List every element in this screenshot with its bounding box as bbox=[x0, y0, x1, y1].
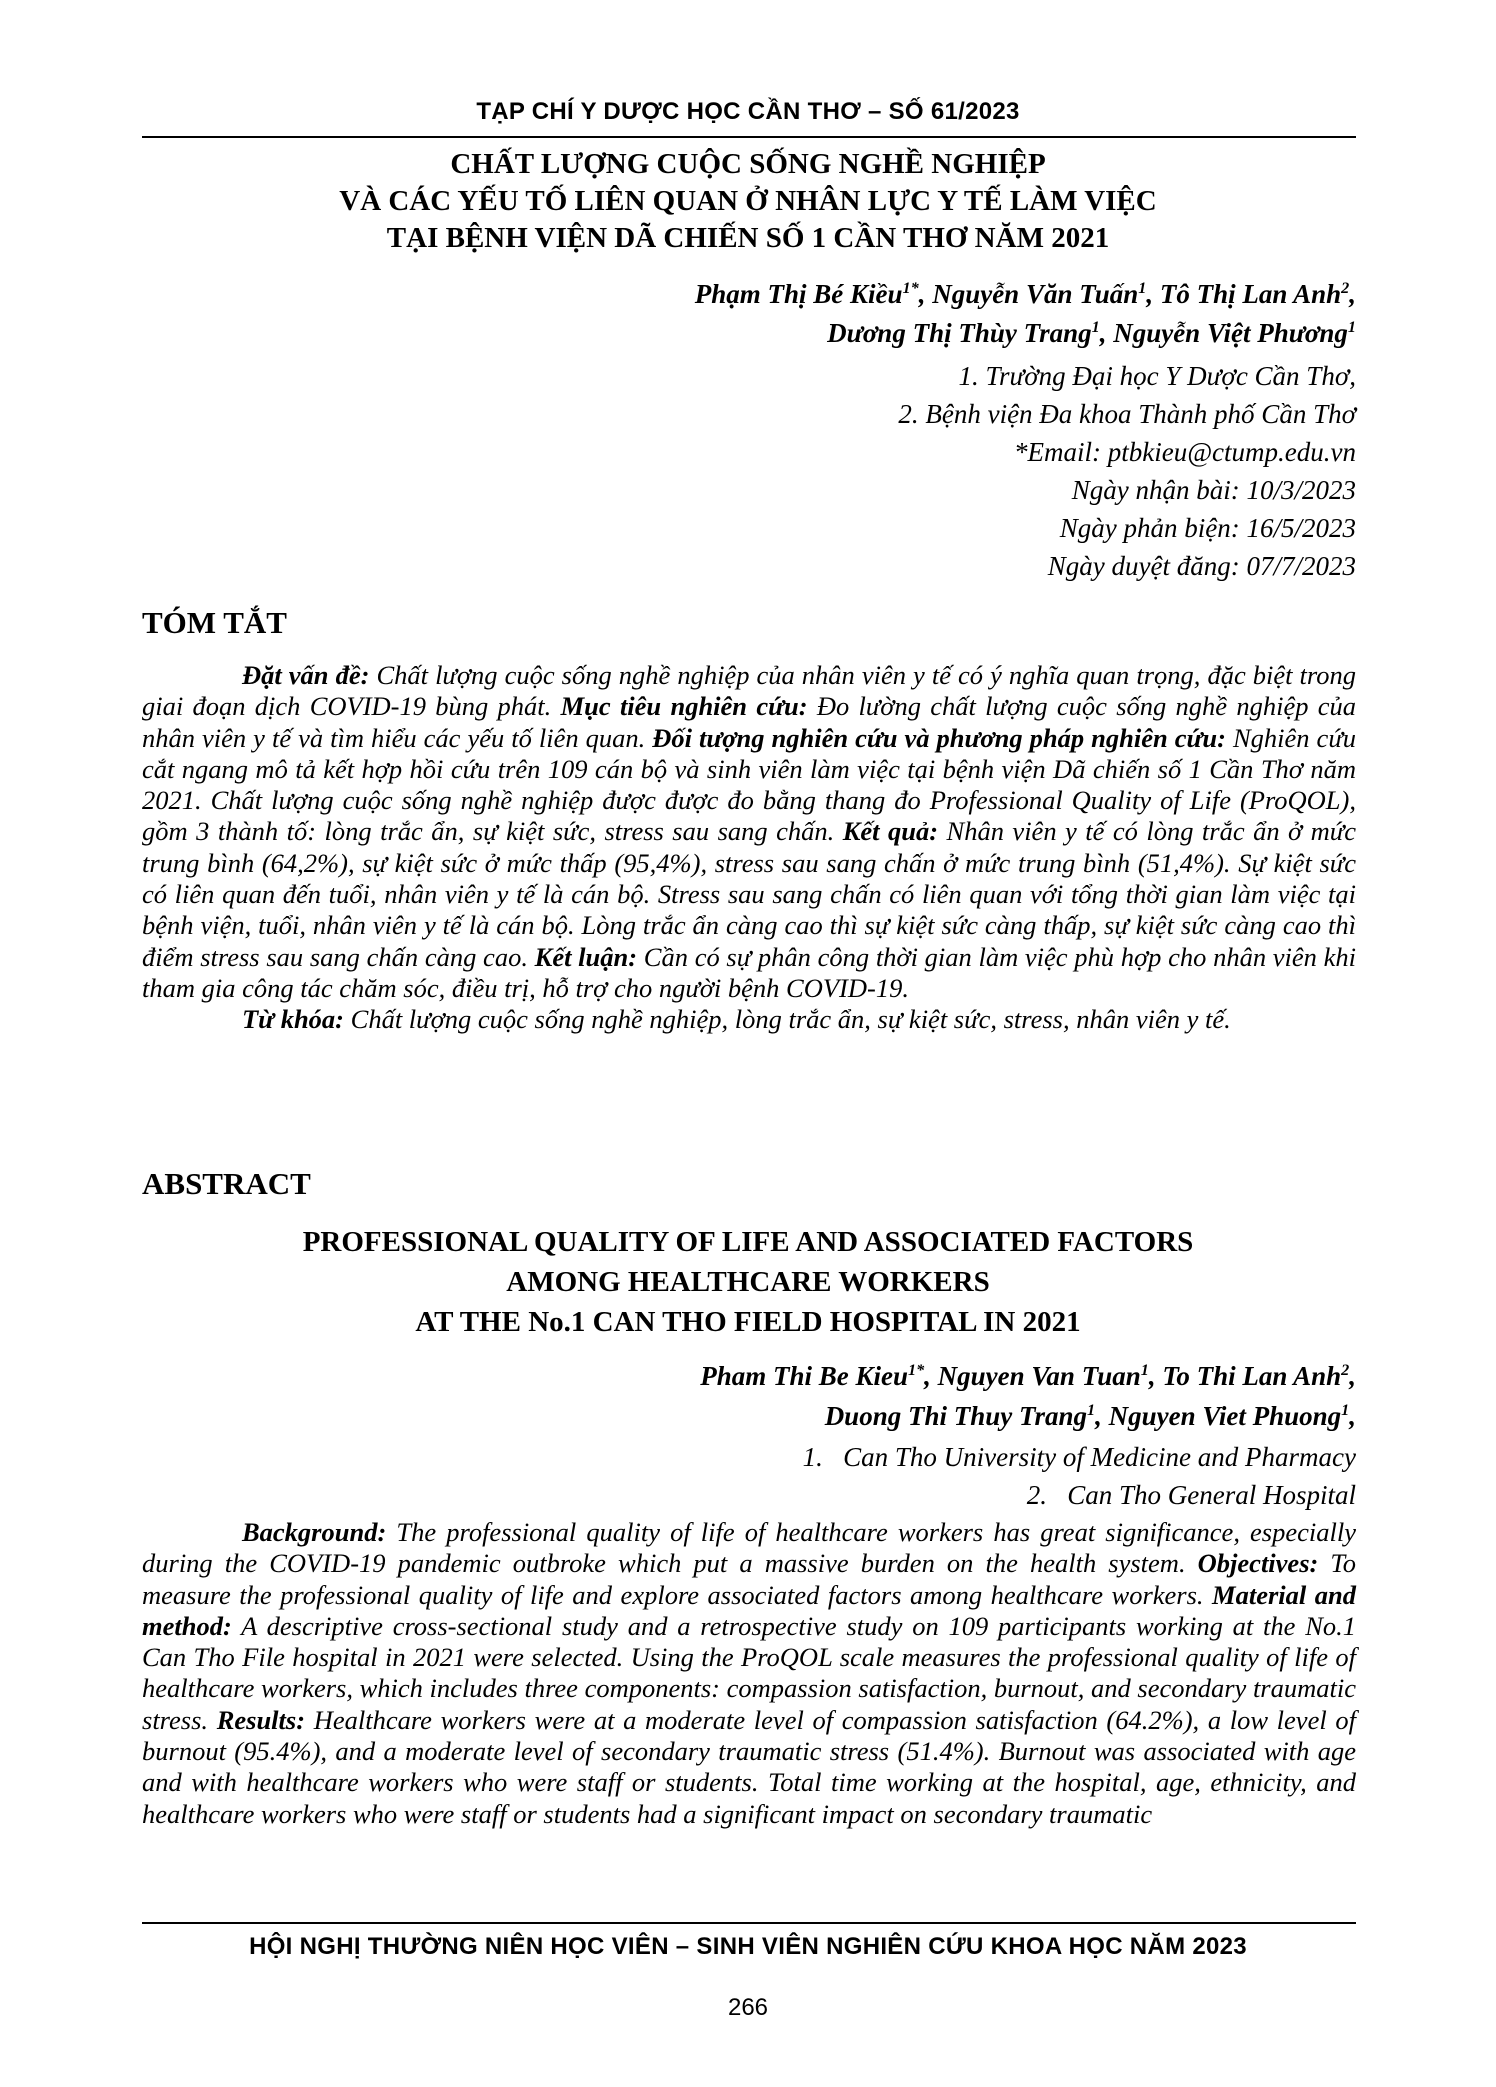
author-name: Pham Thi Be Kieu bbox=[700, 1361, 908, 1391]
authors-vn-line-2 bbox=[695, 314, 1356, 353]
authors-en bbox=[700, 1356, 1356, 1436]
abstract-objectives-text: To measure the professional quality of life and explore associated factors among healthcare workers. bbox=[142, 1548, 1356, 1610]
abstract-results-label: Results: bbox=[216, 1704, 306, 1735]
header-rule bbox=[142, 136, 1356, 138]
authors-vn-line-1 bbox=[695, 275, 1356, 314]
author-name: , Tô Thị Lan Anh bbox=[1146, 279, 1342, 309]
summary-conclusion-label: Kết luận: bbox=[534, 941, 638, 972]
summary-conclusion-text: Cần có sự phân công thời gian làm việc phù hợp cho nhân viên khi tham gia công tác chăm sóc, điều trị, hỗ trợ cho người bệnh COVID-19. bbox=[142, 941, 1356, 1003]
abstract-method-label: Material and method: bbox=[142, 1579, 1356, 1641]
title-vn-line: TẠI BỆNH VIỆN DÃ CHIẾN SỐ 1 CẦN THƠ NĂM 2021 bbox=[386, 222, 1110, 254]
abstract-background-text: The professional quality of life of healthcare workers has great significance, especially during the COVID-19 pandemic outbroke which put a massive burden on the health system. bbox=[142, 1517, 1356, 1579]
author-name: , Nguyễn Văn Tuấn bbox=[918, 279, 1139, 309]
author-affil-mark: 1* bbox=[902, 279, 919, 297]
summary-method-label: Đối tượng nghiên cứu và phương pháp nghiên cứu: bbox=[652, 722, 1226, 753]
abstract-objectives-label: Objectives: bbox=[1197, 1548, 1319, 1579]
title-en bbox=[142, 1222, 1354, 1342]
reviewed-date: Ngày phản biện: 16/5/2023 bbox=[1059, 513, 1356, 543]
title-vn-line: VÀ CÁC YẾU TỐ LIÊN QUAN Ở NHÂN LỰC Y TẾ LÀM VIỆC bbox=[339, 185, 1157, 217]
author-affil-mark: 1 bbox=[1347, 318, 1356, 336]
authors-en-line-2 bbox=[700, 1396, 1356, 1436]
affiliation-line: 2. Bệnh viện Đa khoa Thành phố Cần Thơ bbox=[898, 399, 1356, 429]
abstract-results-text: Healthcare workers were at a moderate level of compassion satisfaction (64.2%), a low level of burnout (95.4%), and a moderate level of secondary traumatic stress (51.4%). Burnout was associated with age and with healthcare workers who were staff or students. Total time working at the hospital, age, ethnicity, and healthcare workers who were staff or students had a significant impact on secondary traumatic bbox=[142, 1704, 1356, 1829]
page-number: 266 bbox=[727, 1994, 769, 2021]
authors-en-line-1 bbox=[700, 1356, 1356, 1396]
author-affil-mark: 1 bbox=[1087, 1401, 1096, 1419]
conference-footer: HỘI NGHỊ THƯỜNG NIÊN HỌC VIÊN – SINH VIÊN NGHIÊN CỨU KHOA HỌC NĂM 2023 bbox=[249, 1933, 1247, 1960]
summary-results-label: Kết quả: bbox=[842, 816, 939, 847]
summary-results-text: Nhân viên y tế có lòng trắc ẩn ở mức trung bình (64,2%), sự kiệt sức ở mức thấp (95,4%), stress sau sang chấn ở mức trung bình (51,4%). Sự kiệt sức có liên quan đến tuổi, nhân viên y tế là cán bộ. Stress sau sang chấn có liên quan với tổng thời gian làm việc tại bệnh viện, tuổi, nhân viên y tế là cán bộ. Lòng trắc ẩn càng cao thì sự kiệt sức càng thấp, sự kiệt sức càng cao thì điểm stress sau sang chấn càng cao. bbox=[142, 816, 1357, 972]
abstract-background-label: Background: bbox=[242, 1517, 387, 1547]
author-name: Phạm Thị Bé Kiều bbox=[694, 279, 903, 309]
author-separator: , bbox=[1349, 1361, 1356, 1391]
summary-method-text: Nghiên cứu cắt ngang mô tả kết hợp hồi cứu trên 109 cán bộ và sinh viên làm việc tại bệnh viện Dã chiến số 1 Cần Thơ năm 2021. Chất lượng cuộc sống nghề nghiệp được được đo bằng thang đo Professional Quality of Life (ProQOL), gồm 3 thành tố: lòng trắc ẩn, sự kiệt sức, stress sau sang chấn. bbox=[142, 722, 1357, 847]
author-name: Dương Thị Thùy Trang bbox=[827, 318, 1092, 348]
authors-vn bbox=[695, 275, 1356, 353]
author-affil-mark: 2 bbox=[1341, 1361, 1350, 1379]
summary-heading: TÓM TẮT bbox=[142, 605, 287, 640]
author-name: , Nguyen Van Tuan bbox=[924, 1361, 1141, 1391]
author-name: , To Thi Lan Anh bbox=[1148, 1361, 1342, 1391]
keywords-paragraph bbox=[142, 1004, 1356, 1035]
email-line: *Email: ptbkieu@ctump.edu.vn bbox=[1014, 437, 1356, 467]
author-name: Duong Thi Thuy Trang bbox=[824, 1401, 1088, 1431]
abstract-body bbox=[142, 1517, 1356, 1830]
author-affil-mark: 2 bbox=[1341, 279, 1350, 297]
received-date: Ngày nhận bài: 10/3/2023 bbox=[1071, 475, 1356, 505]
affiliations-en bbox=[803, 1438, 1356, 1514]
affiliations-vn bbox=[898, 357, 1356, 585]
keywords-text: Chất lượng cuộc sống nghề nghiệp, lòng trắc ẩn, sự kiệt sức, stress, nhân viên y tế. bbox=[344, 1004, 1231, 1035]
title-en-line: PROFESSIONAL QUALITY OF LIFE AND ASSOCIATED FACTORS bbox=[302, 1226, 1194, 1258]
affiliation-line: 1. Can Tho University of Medicine and Pharmacy bbox=[802, 1442, 1356, 1472]
author-affil-mark: 1 bbox=[1341, 1401, 1350, 1419]
summary-objectives-label: Mục tiêu nghiên cứu: bbox=[560, 691, 808, 722]
abstract-paragraph bbox=[142, 1517, 1356, 1830]
summary-body bbox=[142, 660, 1356, 1036]
title-vn-line: CHẤT LƯỢNG CUỘC SỐNG NGHỀ NGHIỆP bbox=[450, 148, 1046, 180]
keywords-label: Từ khóa: bbox=[242, 1004, 345, 1035]
author-name: , Nguyen Viet Phuong bbox=[1095, 1401, 1342, 1431]
title-vn bbox=[142, 146, 1354, 257]
journal-header: TẠP CHÍ Y DƯỢC HỌC CẦN THƠ – SỐ 61/2023 bbox=[476, 98, 1020, 125]
summary-background-text: Chất lượng cuộc sống nghề nghiệp của nhân viên y tế có ý nghĩa quan trọng, đặc biệt trong giai đoạn dịch COVID-19 bùng phát. bbox=[142, 660, 1356, 722]
affiliation-line: 1. Trường Đại học Y Dược Cần Thơ, bbox=[958, 361, 1356, 391]
author-separator: , bbox=[1349, 1401, 1356, 1431]
author-name: , Nguyễn Việt Phương bbox=[1099, 318, 1348, 348]
summary-paragraph bbox=[142, 660, 1356, 1004]
abstract-heading: ABSTRACT bbox=[142, 1166, 311, 1201]
affiliation-line: 2. Can Tho General Hospital bbox=[1026, 1480, 1356, 1510]
author-separator: , bbox=[1349, 279, 1356, 309]
abstract-method-text: A descriptive cross-sectional study and a retrospective study on 109 participants working at the No.1 Can Tho File hospital in 2021 were selected. Using the ProQOL scale measures the professional quality of life of healthcare workers, which includes three components: compassion satisfaction, burnout, and secondary traumatic stress. bbox=[142, 1610, 1356, 1735]
author-affil-mark: 1 bbox=[1091, 318, 1100, 336]
author-affil-mark: 1* bbox=[907, 1361, 925, 1379]
summary-objectives-text: Đo lường chất lượng cuộc sống nghề nghiệp của nhân viên y tế và tìm hiểu các yếu tố liên quan. bbox=[142, 691, 1357, 753]
author-affil-mark: 1 bbox=[1140, 1361, 1149, 1379]
summary-background-label: Đặt vấn đề: bbox=[242, 660, 370, 690]
title-en-line: AT THE No.1 CAN THO FIELD HOSPITAL IN 2021 bbox=[415, 1306, 1081, 1338]
title-en-line: AMONG HEALTHCARE WORKERS bbox=[506, 1266, 990, 1298]
footer-rule bbox=[142, 1922, 1356, 1924]
author-affil-mark: 1 bbox=[1138, 279, 1147, 297]
accepted-date: Ngày duyệt đăng: 07/7/2023 bbox=[1047, 551, 1356, 581]
